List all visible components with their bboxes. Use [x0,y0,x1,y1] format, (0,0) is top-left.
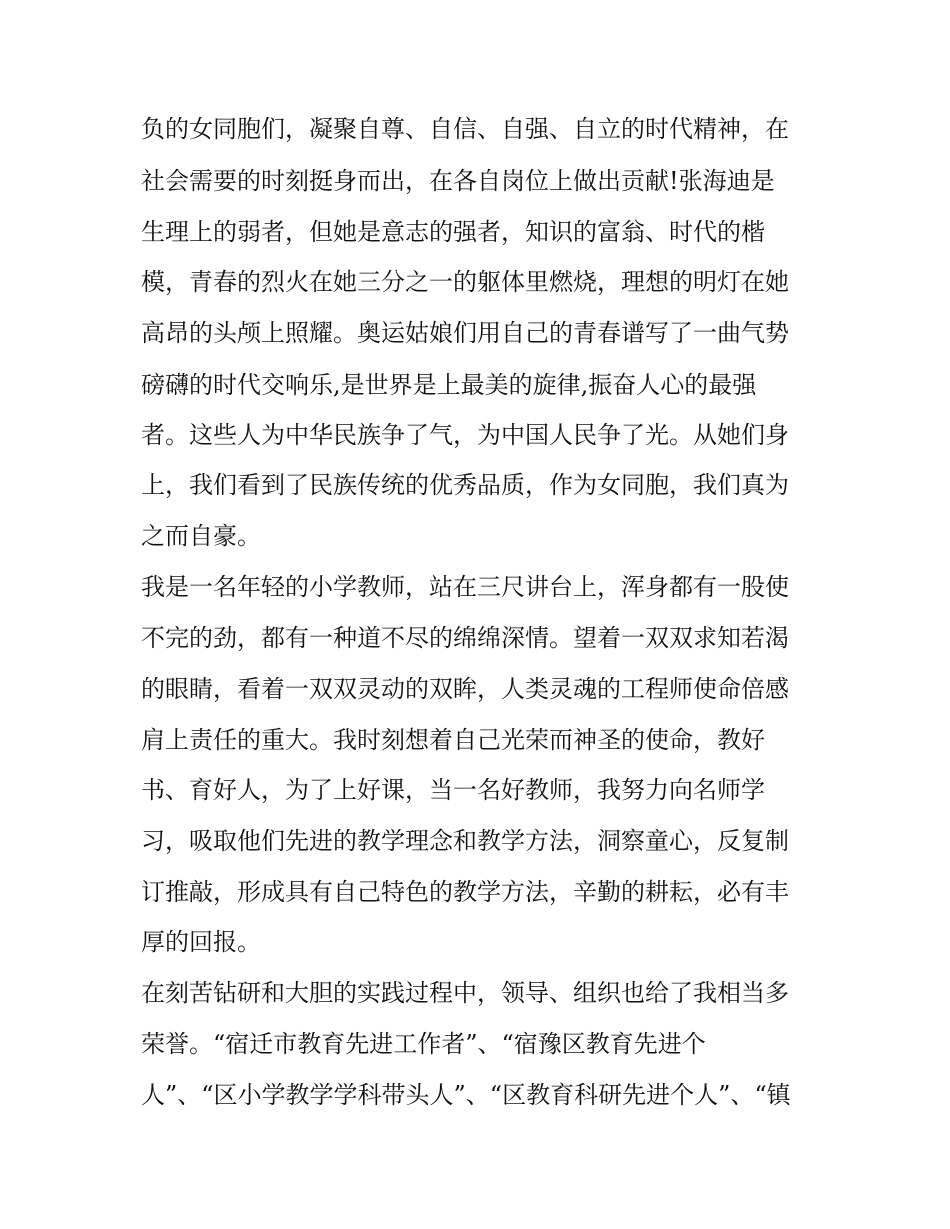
text-line: 生理上的弱者，但她是意志的强者，知识的富翁、时代的楷 [141,218,765,246]
text-line: 肩上责任的重大。我时刻想着自己光荣而神圣的使命，教好 [141,726,765,754]
text-line: 模，青春的烈火在她三分之一的躯体里燃烧，理想的明灯在她 [141,268,789,296]
text-line: 厚的回报。 [141,928,261,956]
text-line: 的眼睛，看着一双双灵动的双眸，人类灵魂的工程师使命倍感 [141,675,789,703]
text-line: 书、育好人，为了上好课，当一名好教师，我努力向名师学 [141,776,765,804]
text-line: 上，我们看到了民族传统的优秀品质，作为女同胞，我们真为 [141,471,789,499]
text-line: 高昂的头颅上照耀。奥运姑娘们用自己的青春谱写了一曲气势 [141,319,789,347]
text-line: 我是一名年轻的小学教师，站在三尺讲台上，浑身都有一股使 [141,573,789,601]
text-line: 习，吸取他们先进的教学理念和教学方法，洞察童心，反复制 [141,827,789,855]
text-line: 荣誉。“宿迁市教育先进工作者”、“宿豫区教育先进个 [141,1030,706,1058]
text-line: 在刻苦钻研和大胆的实践过程中，领导、组织也给了我相当多 [141,979,789,1007]
text-line: 不完的劲，都有一种道不尽的绵绵深情。望着一双双求知若渴 [141,624,789,652]
text-line: 订推敲，形成具有自己特色的教学方法，辛勤的耕耘，必有丰 [141,878,789,906]
text-line: 磅礴的时代交响乐,是世界是上最美的旋律,振奋人心的最强 [141,371,757,399]
text-line: 之而自豪。 [141,522,261,550]
text-line: 人”、“区小学教学学科带头人”、“区教育科研先进个人”、“镇 [141,1081,791,1109]
text-line: 者。这些人为中华民族争了气，为中国人民争了光。从她们身 [141,421,789,449]
text-line: 社会需要的时刻挺身而出，在各自岗位上做出贡献!张海迪是 [141,167,775,195]
text-line: 负的女同胞们，凝聚自尊、自信、自强、自立的时代精神，在 [141,115,789,143]
